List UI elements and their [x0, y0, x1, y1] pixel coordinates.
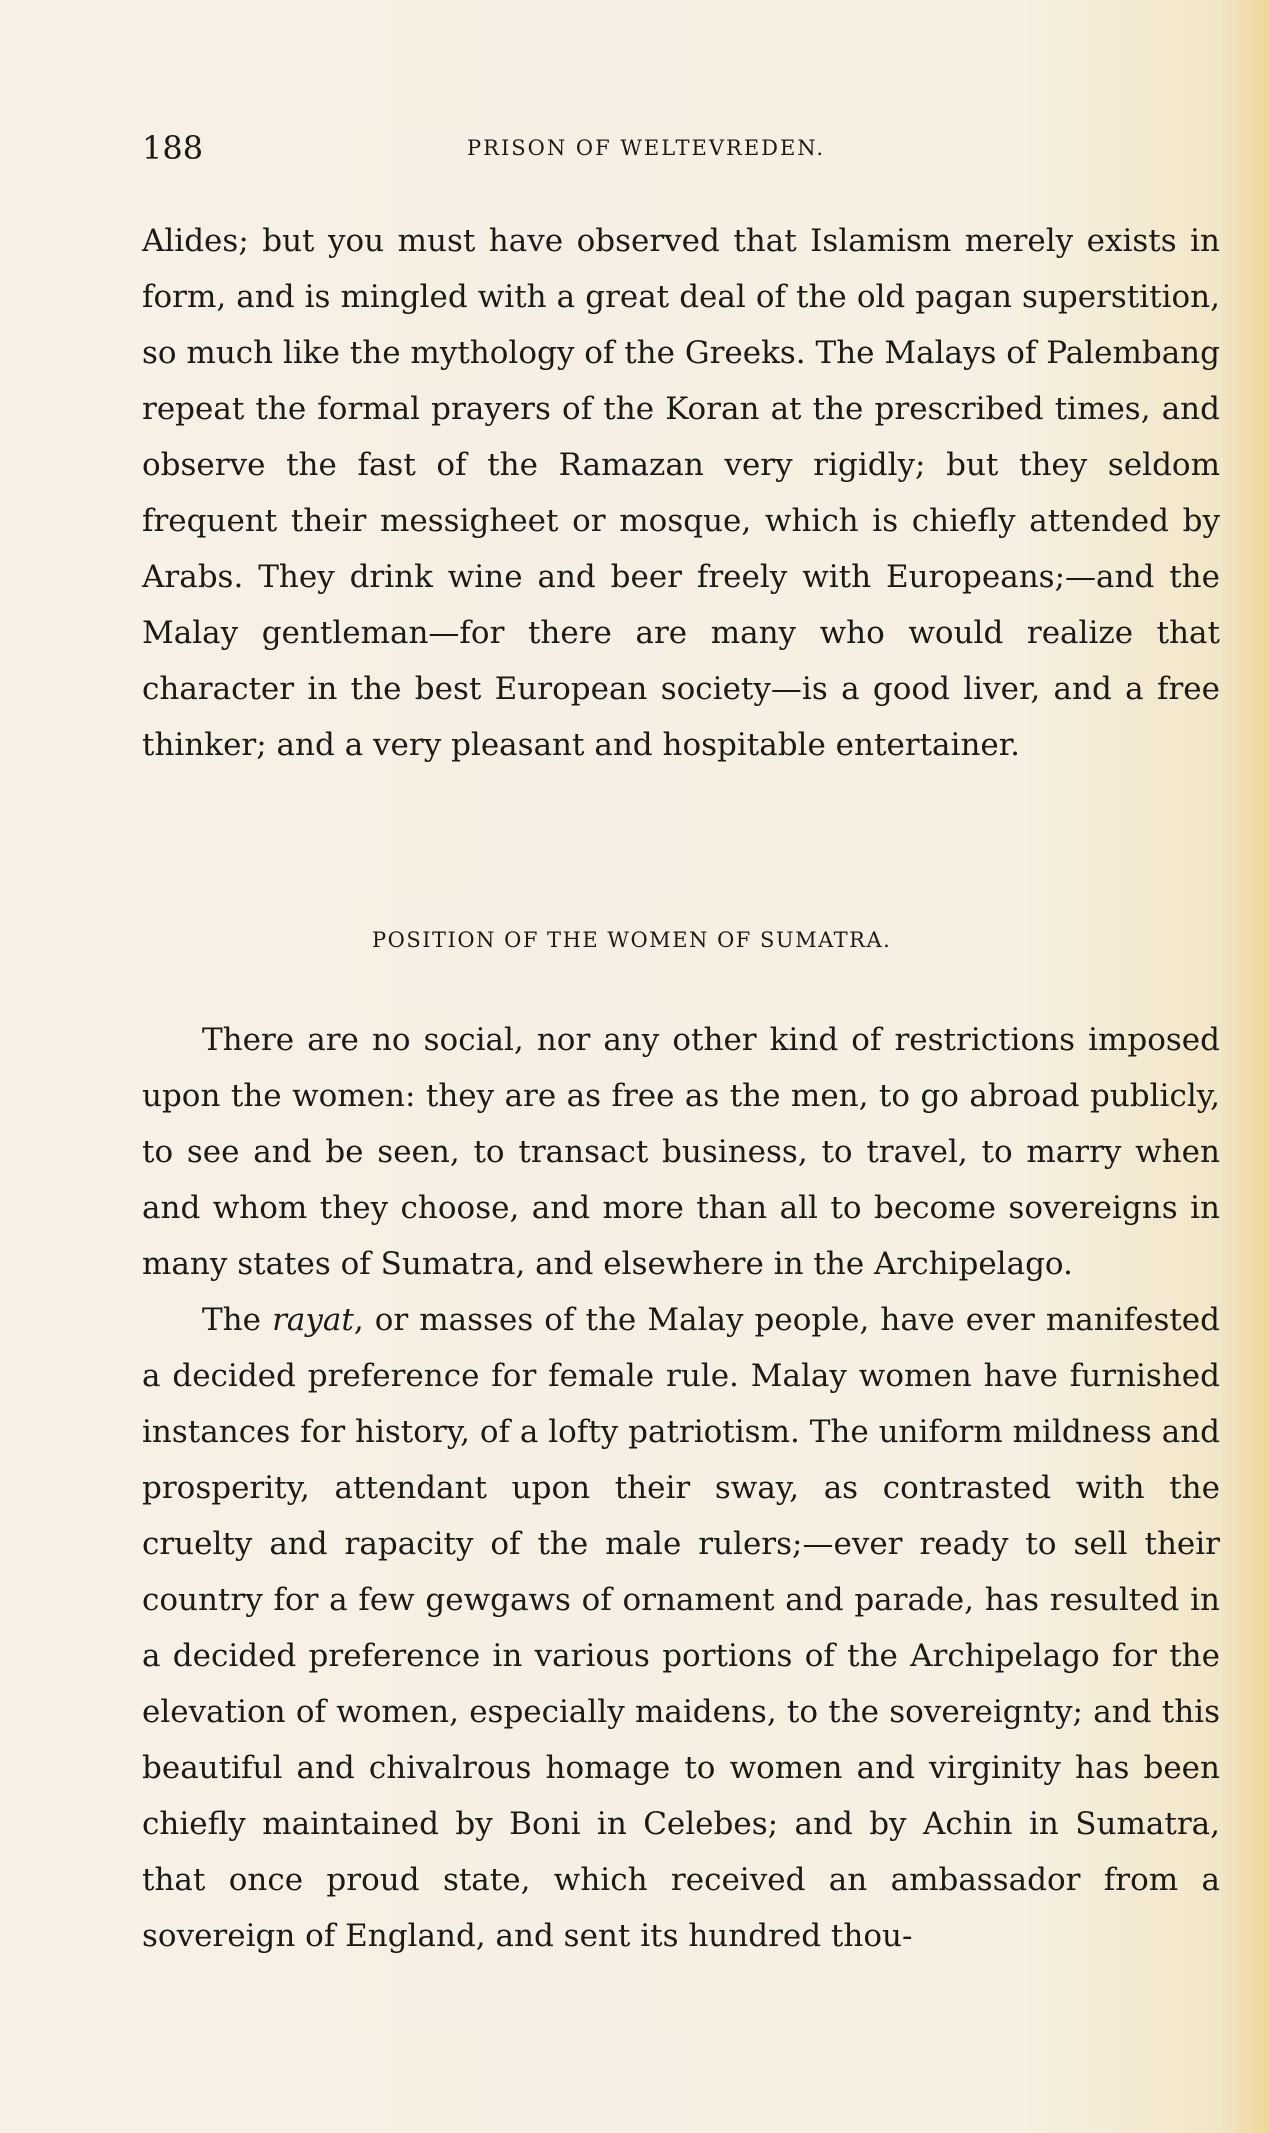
paragraph-rayat: [142, 1292, 1220, 1964]
paragraph-rayat-rest: , or masses of the Malay people, have ever manifested a decided preference for female rule. Malay women have furnished instances for history, of a lofty patriotism. The uniform mildness and prosperity, attendant upon their sway, as contrasted with the cruelty and rapacity of the male rulers;—ever ready to sell their country for a few gewgaws of ornament and parade, has resulted in a decided preference in various portions of the Archipelago for the elevation of women, especially maidens, to the sovereignty; and this beautiful and chivalrous homage to women and virginity has been chiefly maintained by Boni in Celebes; and by Achin in Sumatra, that once proud state, which received an ambassador from a sovereign of England, and sent its hundred thou-: [142, 1302, 1220, 1954]
section-heading: POSITION OF THE WOMEN OF SUMATRA.: [372, 928, 892, 952]
rayat-term: rayat: [272, 1302, 354, 1338]
page-header: [142, 128, 1220, 168]
running-head: PRISON OF WELTEVREDEN.: [467, 136, 826, 160]
paragraph-rayat-lead: The: [202, 1302, 273, 1338]
paragraph-restrictions: There are no social, nor any other kind of restrictions imposed upon the women: they are as free as the men, to go abroad publicly, to see and be seen, to transact business, to travel, to marry when and whom they choose, and more than all to become sovereigns in many states of Sumatra, and elsewhere in the Archipelago.: [142, 1022, 1220, 1282]
page-number: 188: [142, 129, 204, 167]
paragraph-alides: Alides; but you must have observed that Islamism merely exists in form, and is mingled with a great deal of the old pagan superstition, so much like the mythology of the Greeks. The Malays of Palembang repeat the formal prayers of the Koran at the prescribed times, and observe the fast of the Ramazan very rigidly; but they seldom frequent their messigheet or mosque, which is chiefly attended by Arabs. They drink wine and beer freely with Europeans;—and the Malay gentleman—for there are many who would realize that character in the best European society—is a good liver, and a free thinker; and a very pleasant and hospitable entertainer.: [142, 223, 1220, 763]
